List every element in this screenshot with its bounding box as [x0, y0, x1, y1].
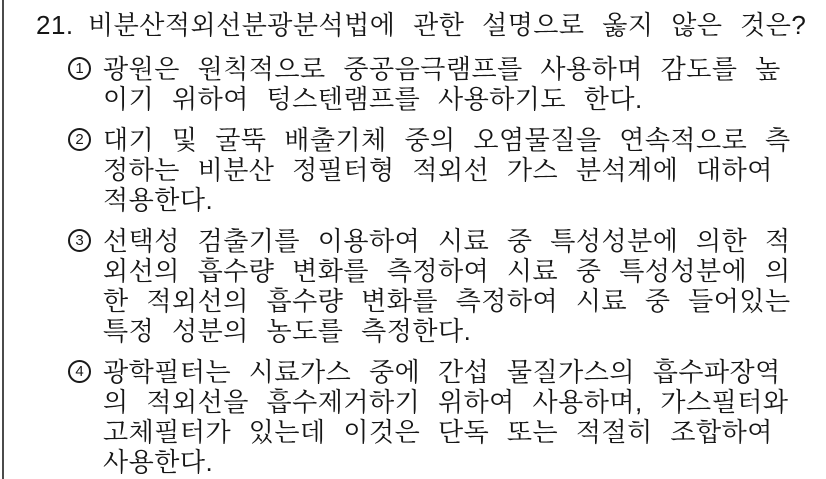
option-4-text — [103, 357, 826, 477]
option-3-circled-number: 3 — [68, 229, 91, 252]
option-1-line-1: 광원은 원칙적으로 중공음극램프를 사용하며 감도를 높 — [103, 54, 781, 84]
option-4-line-1: 광학필터는 시료가스 중에 간섭 물질가스의 흡수파장역 — [103, 357, 781, 387]
option-2-line-2: 정하는 비분산 정필터형 적외선 가스 분석계에 대하여 — [103, 155, 773, 185]
option-4-line-4: 사용한다. — [103, 447, 214, 477]
option-3-line-3: 한 적외선의 흡수량 변화를 측정하여 시료 중 들어있는 — [103, 286, 791, 316]
question-text: 비분산적외선분광분석법에 관한 설명으로 옳지 않은 것은? — [88, 10, 807, 40]
option-4-line-2: 의 적외선을 흡수제거하기 위하여 사용하며, 가스필터와 — [103, 387, 789, 417]
option-1 — [68, 54, 826, 114]
option-2-line-1: 대기 및 굴뚝 배출기체 중의 오염물질을 연속적으로 측 — [103, 125, 791, 155]
option-4 — [68, 357, 826, 477]
option-3-line-1: 선택성 검출기를 이용하여 시료 중 특성성분에 의한 적 — [103, 226, 791, 256]
question-row — [0, 10, 826, 40]
option-2-line-3: 적용한다. — [103, 185, 214, 215]
option-1-line-2: 이기 위하여 텅스텐램프를 사용하기도 한다. — [103, 84, 643, 114]
option-3 — [68, 226, 826, 346]
option-1-text — [103, 54, 826, 114]
option-3-line-4: 특정 성분의 농도를 측정한다. — [103, 316, 472, 346]
option-4-circled-number: 4 — [68, 360, 91, 383]
option-2 — [68, 125, 826, 215]
left-border-rule — [2, 0, 4, 479]
option-3-line-2: 외선의 흡수량 변화를 측정하여 시료 중 특성성분에 의 — [103, 256, 791, 286]
option-3-text — [103, 226, 826, 346]
option-4-line-3: 고체필터가 있는데 이것은 단독 또는 적절히 조합하여 — [103, 417, 773, 447]
option-1-circled-number: 1 — [68, 57, 91, 80]
option-2-circled-number: 2 — [68, 128, 91, 151]
option-2-text — [103, 125, 826, 215]
question-number: 21. — [36, 10, 74, 40]
options-list — [0, 54, 826, 477]
